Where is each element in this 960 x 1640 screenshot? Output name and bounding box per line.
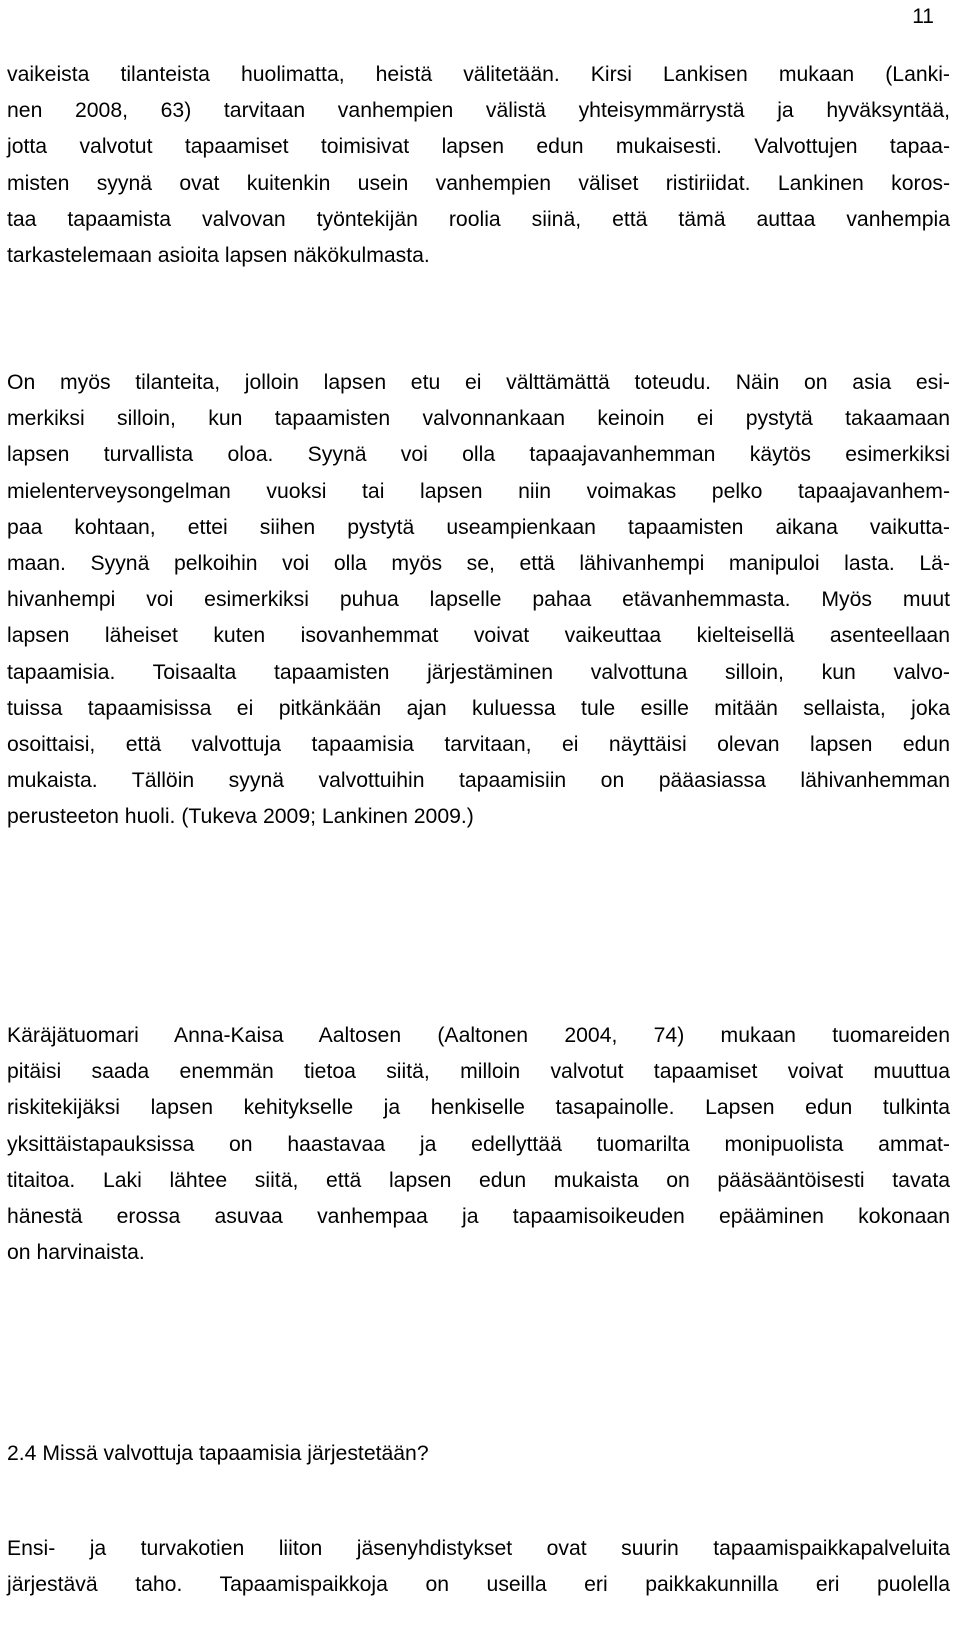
paragraph-line: Ensi- ja turvakotien liiton jäsenyhdistykset ovat suurin tapaamispaikkapalveluita xyxy=(7,1537,950,1560)
paragraph-line: merkiksi silloin, kun tapaamisten valvonnankaan keinoin ei pystytä takaamaan xyxy=(7,407,950,431)
paragraph-line: lapsen läheiset kuten isovanhemmat voivat vaikeuttaa kielteisellä asenteellaan xyxy=(7,624,950,648)
paragraph-line: yksittäistapauksissa on haastavaa ja edellyttää tuomarilta monipuolista ammat- xyxy=(7,1132,950,1156)
paragraph-line: hivanhempi voi esimerkiksi puhua lapselle pahaa etävanhemmasta. Myös muut xyxy=(7,588,950,612)
paragraph-line: tarkastelemaan asioita lapsen näkökulmasta. xyxy=(7,243,430,267)
paragraph-line: järjestävä taho. Tapaamispaikkoja on useilla eri paikkakunnilla eri puolella xyxy=(7,1573,950,1597)
paragraph-line: osoittaisi, että valvottuja tapaamisia tarvitaan, ei näyttäisi olevan lapsen edun xyxy=(7,732,950,756)
paragraph-line: misten syynä ovat kuitenkin usein vanhempien väliset ristiriidat. Lankinen koros- xyxy=(7,171,950,195)
paragraph-line: mukaista. Tällöin syynä valvottuihin tapaamisiin on pääasiassa lähivanhemman xyxy=(7,769,950,793)
paragraph-line: nen 2008, 63) tarvitaan vanhempien välistä yhteisymmärrystä ja hyväksyntää, xyxy=(7,99,950,123)
paragraph-line: pitäisi saada enemmän tietoa siitä, milloin valvotut tapaamiset voivat muuttua xyxy=(7,1060,950,1084)
paragraph-line: lapsen turvallista oloa. Syynä voi olla tapaajavanhemman käytös esimerkiksi xyxy=(7,443,950,467)
paragraph-line: taa tapaamista valvovan työntekijän roolia siinä, että tämä auttaa vanhempia xyxy=(7,207,950,231)
paragraph-line: tapaamisia. Toisaalta tapaamisten järjestäminen valvottuna silloin, kun valvo- xyxy=(7,660,950,684)
paragraph-line: Käräjätuomari Anna-Kaisa Aaltosen (Aaltonen 2004, 74) mukaan tuomareiden xyxy=(7,1024,950,1047)
paragraph-line: maan. Syynä pelkoihin voi olla myös se, että lähivanhempi manipuloi lasta. Lä- xyxy=(7,551,950,575)
paragraph-line: perusteeton huoli. (Tukeva 2009; Lankinen 2009.) xyxy=(7,805,474,829)
page-number: 11 xyxy=(912,5,934,28)
paragraph-3 xyxy=(7,1018,950,1271)
paragraph-line: On myös tilanteita, jolloin lapsen etu ei välttämättä toteudu. Näin on asia esi- xyxy=(7,371,950,394)
paragraph-line: tuissa tapaamisissa ei pitkänkään ajan kuluessa tule esille mitään sellaista, joka xyxy=(7,696,950,720)
paragraph-1 xyxy=(7,57,950,274)
paragraph-line: mielenterveysongelman vuoksi tai lapsen niin voimakas pelko tapaajavanhem- xyxy=(7,479,950,503)
paragraph-2 xyxy=(7,365,950,835)
paragraph-line: on harvinaista. xyxy=(7,1241,145,1265)
section-heading xyxy=(7,1436,950,1472)
paragraph-line: jotta valvotut tapaamiset toimisivat lapsen edun mukaisesti. Valvottujen tapaa- xyxy=(7,135,950,159)
paragraph-line: hänestä erossa asuvaa vanhempaa ja tapaamisoikeuden epääminen kokonaan xyxy=(7,1204,950,1228)
paragraph-4 xyxy=(7,1531,950,1603)
paragraph-line: paa kohtaan, ettei siihen pystytä useampienkaan tapaamisten aikana vaikutta- xyxy=(7,515,950,539)
section-heading-text: 2.4 Missä valvottuja tapaamisia järjestetään? xyxy=(7,1442,429,1465)
paragraph-line: titaitoa. Laki lähtee siitä, että lapsen edun mukaista on pääsääntöisesti tavata xyxy=(7,1168,950,1192)
paragraph-line: vaikeista tilanteista huolimatta, heistä välitetään. Kirsi Lankisen mukaan (Lanki- xyxy=(7,63,950,86)
paragraph-line: riskitekijäksi lapsen kehitykselle ja henkiselle tasapainolle. Lapsen edun tulkinta xyxy=(7,1096,950,1120)
